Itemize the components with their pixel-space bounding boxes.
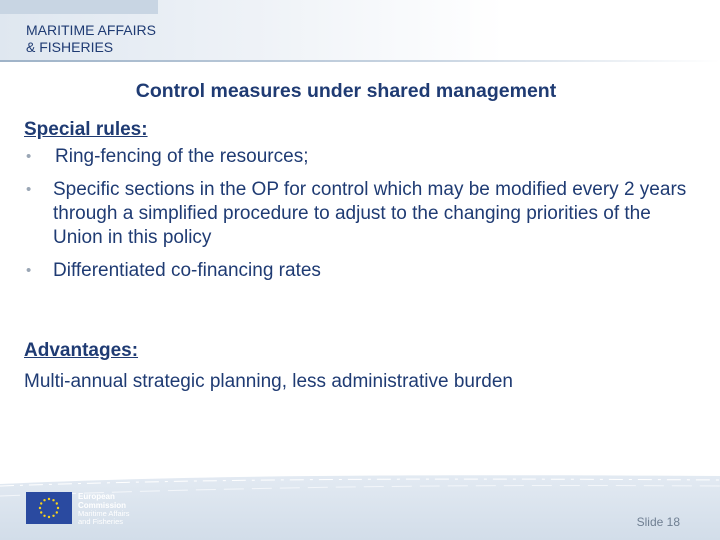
footer: [0, 470, 720, 540]
eu-star: [48, 516, 50, 518]
bullet-icon: •: [26, 262, 32, 279]
list-item-text: Differentiated co-financing rates: [53, 260, 321, 281]
commission-logo-text: [78, 492, 130, 526]
special-rules-heading: Special rules:: [24, 119, 148, 140]
logo-line-1: European: [78, 492, 115, 501]
advantages-text: Multi-annual strategic planning, less administrative burden: [24, 371, 513, 392]
eu-star: [56, 511, 58, 513]
logo-line-4: and Fisheries: [78, 517, 124, 526]
bullet-icon: •: [26, 181, 32, 198]
brand-line-2: & FISHERIES: [26, 39, 114, 55]
brand-line-1: MARITIME AFFAIRS: [26, 22, 156, 38]
eu-star: [40, 502, 42, 504]
eu-star: [52, 499, 54, 501]
slide-number: Slide 18: [636, 515, 680, 529]
eu-star: [39, 507, 41, 509]
list-item: [24, 178, 694, 250]
eu-flag-icon: [26, 492, 72, 524]
special-rules-section: [24, 118, 694, 292]
slide-title: Control measures under shared management: [135, 80, 557, 102]
brand-title: [26, 22, 156, 56]
eu-star: [52, 515, 54, 517]
list-item: [24, 259, 694, 283]
eu-star: [43, 515, 45, 517]
header-tab: [0, 0, 158, 14]
logo-line-2: Commission: [78, 501, 127, 510]
bullet-icon: •: [26, 148, 32, 165]
list-item: [24, 145, 694, 169]
special-rules-list: [24, 145, 694, 283]
header-divider: [0, 60, 720, 62]
list-item-text: Ring-fencing of the resources;: [55, 146, 309, 167]
eu-star: [40, 511, 42, 513]
logo-line-3: Maritime Affairs: [78, 509, 130, 518]
list-item-text: Specific sections in the OP for control which may be modified every 2 years through a simplified procedure to adjust to the changing priorities of the Union in this policy: [53, 179, 687, 248]
eu-star: [57, 507, 59, 509]
eu-star: [43, 499, 45, 501]
advantages-section: [24, 339, 704, 394]
advantages-heading: Advantages:: [24, 340, 139, 361]
eu-star: [48, 498, 50, 500]
eu-star: [56, 502, 58, 504]
